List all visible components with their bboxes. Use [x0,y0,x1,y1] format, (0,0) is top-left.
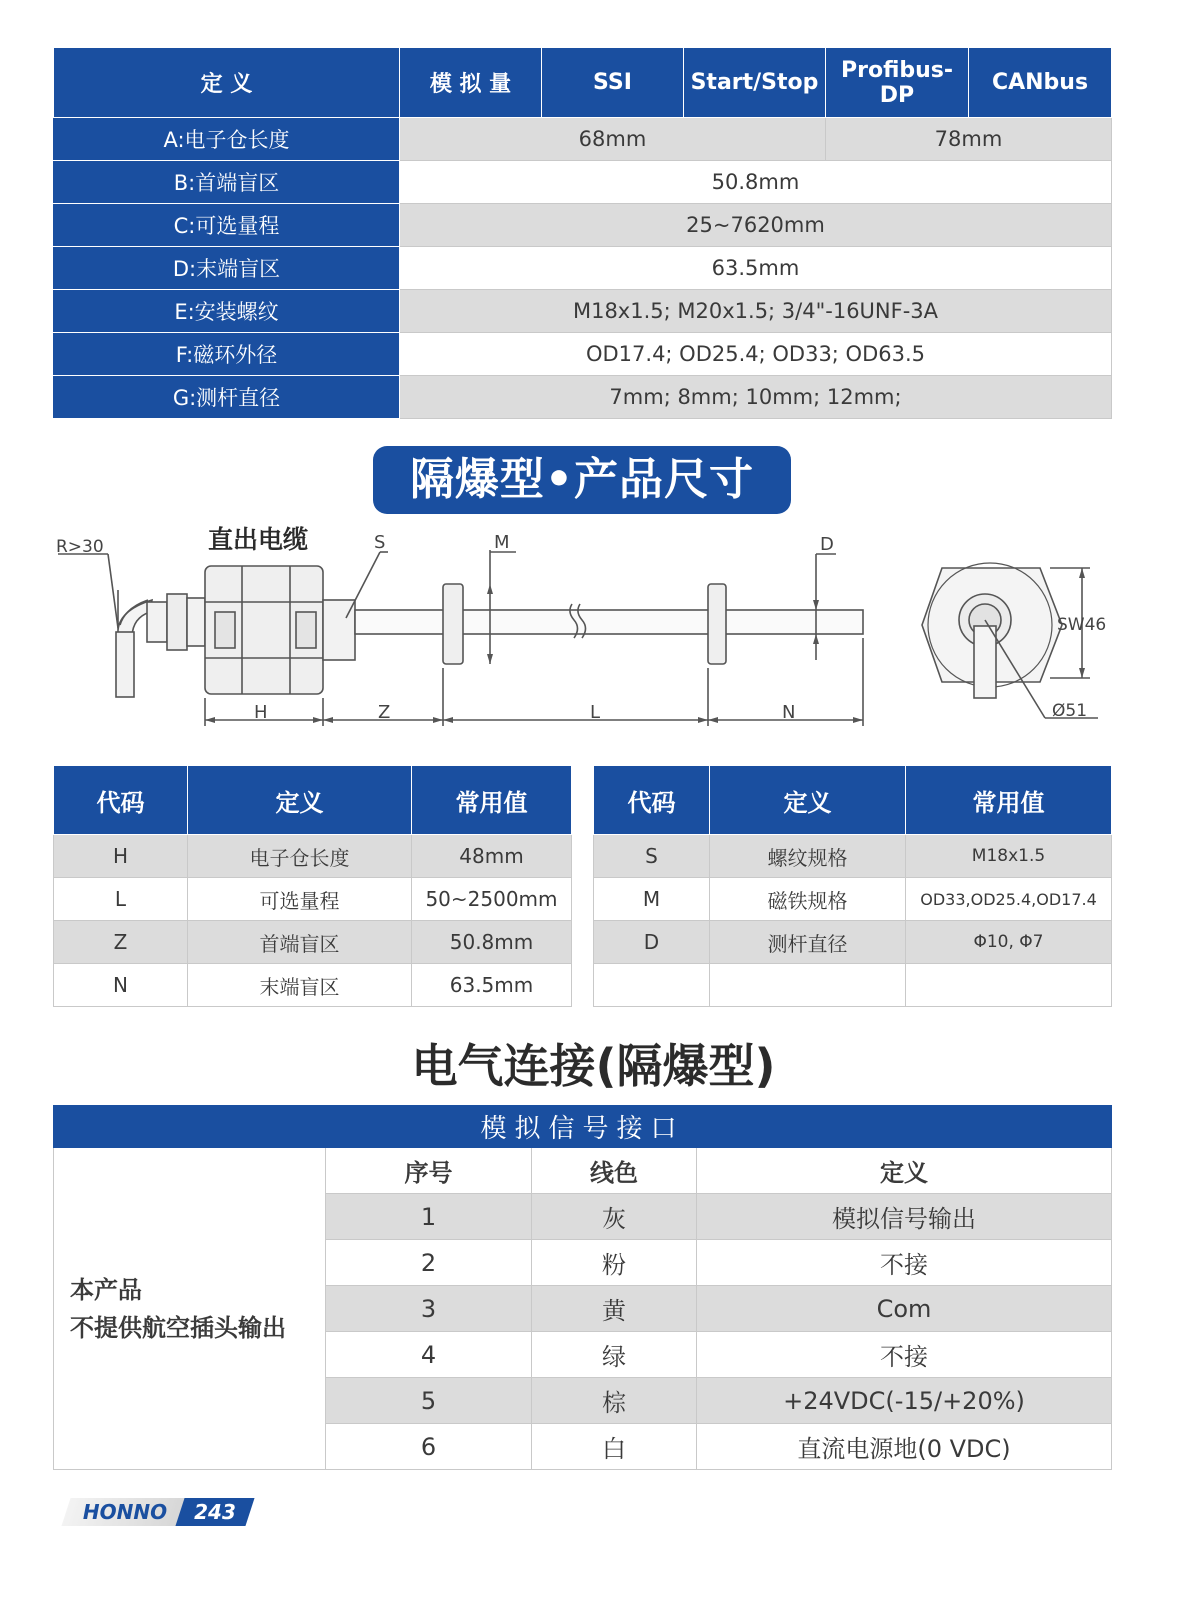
row-value: 63.5mm [400,247,1112,290]
electrical-title: 电气连接(隔爆型) [411,1039,776,1093]
row-value: 25~7620mm [400,204,1112,247]
cell-wire-color: 黄 [532,1286,697,1332]
cell-definition: 首端盲区 [188,921,412,964]
cell-index: 2 [326,1240,532,1286]
cell-value: 50~2500mm [412,878,572,921]
cell-definition: 末端盲区 [188,964,412,1007]
table-row [54,118,1112,161]
header-value: 常用值 [412,766,572,835]
header-code: 代码 [594,766,710,835]
code-table-right [593,765,1112,1007]
analog-header-row [54,1148,1112,1194]
table-row [54,333,1112,376]
row-label: C:可选量程 [54,204,400,247]
cell-value: 63.5mm [412,964,572,1007]
analog-banner: 模拟信号接口 [54,1106,1112,1148]
cell-wire-color: 绿 [532,1332,697,1378]
brand-badge [61,1498,188,1526]
analog-note-line1: 本产品 [70,1275,142,1304]
cell-code: Z [54,921,188,964]
cell-value: Φ10, Φ7 [906,921,1112,964]
sw-label: SW46 [1057,615,1107,635]
spec-header-canbus: CANbus [969,48,1112,118]
dimension-title: 隔爆型•产品尺寸 [373,446,791,514]
cell-definition: 不接 [697,1332,1112,1378]
header-definition: 定义 [710,766,906,835]
table-row [54,161,1112,204]
h-label: H [254,702,268,723]
row-label: D:末端盲区 [54,247,400,290]
cell-code: M [594,878,710,921]
analog-note-line2: 不提供航空插头输出 [70,1313,286,1342]
cell-value: 50.8mm [412,921,572,964]
header-value: 常用值 [906,766,1112,835]
row-label: A:电子仓长度 [54,118,400,161]
spec-header-profibus: Profibus-DP [826,48,969,118]
cable-label: 直出电缆 [208,525,309,554]
table-row [54,964,572,1007]
table-row [54,247,1112,290]
row-label: E:安装螺纹 [54,290,400,333]
row-label: G:测杆直径 [54,376,400,419]
cell-definition: 电子仓长度 [188,835,412,878]
cell-value: M18x1.5 [906,835,1112,878]
header-definition: 定义 [188,766,412,835]
row-value: OD17.4; OD25.4; OD33; OD63.5 [400,333,1112,376]
cell-index: 4 [326,1332,532,1378]
table-row [54,835,572,878]
page-number: 243 [194,1500,236,1524]
m-label: M [494,532,510,553]
dimension-diagram [50,520,1130,740]
cell-wire-color: 粉 [532,1240,697,1286]
d-label: D [820,534,834,555]
header-code: 代码 [54,766,188,835]
cell-definition: 测杆直径 [710,921,906,964]
table-row [594,964,1112,1007]
cell-index: 1 [326,1194,532,1240]
cell-code: N [54,964,188,1007]
table-row [54,376,1112,419]
cell-code: D [594,921,710,964]
code-header-row [594,766,1112,835]
header-index: 序号 [326,1148,532,1194]
cell-code: H [54,835,188,878]
table-row [54,921,572,964]
row-value: 50.8mm [400,161,1112,204]
brand-name: HONNO [82,1500,168,1524]
cell-definition: Com [697,1286,1112,1332]
cell-code: S [594,835,710,878]
cell-definition: +24VDC(-15/+20%) [697,1378,1112,1424]
z-label: Z [378,702,391,723]
cell-wire-color: 棕 [532,1378,697,1424]
s-label: S [374,532,386,553]
spec-table [53,47,1112,419]
cell-definition: 不接 [697,1240,1112,1286]
cell-wire-color: 灰 [532,1194,697,1240]
row-label: B:首端盲区 [54,161,400,204]
cell-definition: 磁铁规格 [710,878,906,921]
cell-definition: 直流电源地(0 VDC) [697,1424,1112,1470]
cell-value [906,964,1112,1007]
cell-definition: 模拟信号输出 [697,1194,1112,1240]
table-row [594,835,1112,878]
cell-code: L [54,878,188,921]
analog-table [53,1105,1112,1470]
row-value: 7mm; 8mm; 10mm; 12mm; [400,376,1112,419]
cell-definition: 螺纹规格 [710,835,906,878]
radius-label: R>30 [56,537,104,557]
row-value: 68mm [400,118,826,161]
cell-code [594,964,710,1007]
spec-header-startstop: Start/Stop [684,48,826,118]
cell-value: OD33,OD25.4,OD17.4 [906,878,1112,921]
row-value: M18x1.5; M20x1.5; 3/4"-16UNF-3A [400,290,1112,333]
row-label: F:磁环外径 [54,333,400,376]
spec-header-row [54,48,1112,118]
n-label: N [782,702,796,723]
cell-value: 48mm [412,835,572,878]
code-table-left [53,765,572,1007]
spec-header-analog: 模 拟 量 [400,48,542,118]
header-wire-color: 线色 [532,1148,697,1194]
diameter-label: Ø51 [1052,701,1088,721]
cell-index: 6 [326,1424,532,1470]
header-definition: 定义 [697,1148,1112,1194]
l-label: L [590,702,601,723]
table-row [54,878,572,921]
cell-wire-color: 白 [532,1424,697,1470]
cell-definition [710,964,906,1007]
analog-note [54,1148,326,1470]
table-row [54,204,1112,247]
table-row [594,878,1112,921]
code-header-row [54,766,572,835]
table-row [594,921,1112,964]
cell-index: 3 [326,1286,532,1332]
row-value: 78mm [826,118,1112,161]
page-number-badge [175,1498,254,1526]
cell-index: 5 [326,1378,532,1424]
analog-banner-row [54,1106,1112,1148]
table-row [54,290,1112,333]
spec-header-ssi: SSI [542,48,684,118]
cell-definition: 可选量程 [188,878,412,921]
spec-header-definition: 定 义 [54,48,400,118]
